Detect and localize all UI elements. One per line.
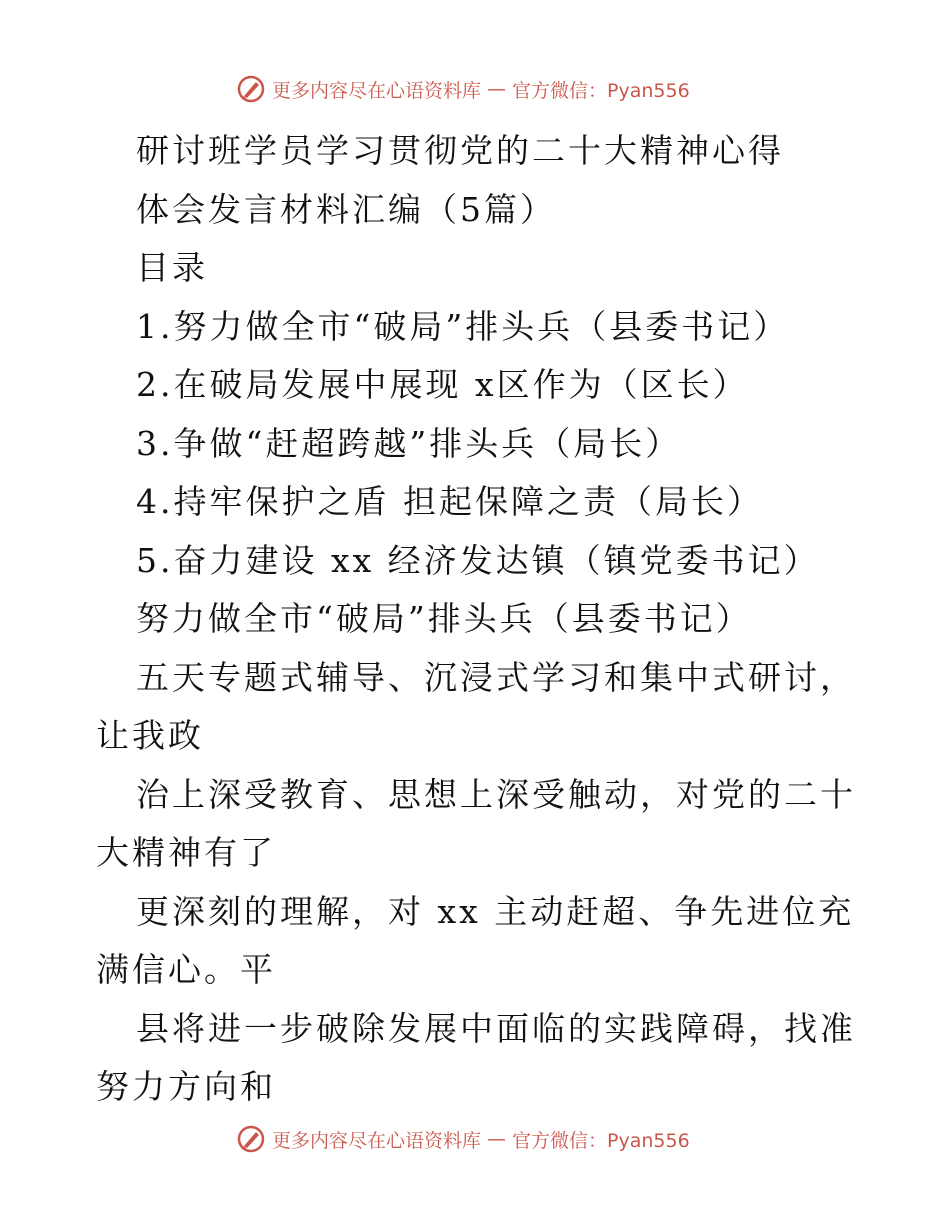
watermark-separator: — bbox=[487, 1128, 507, 1150]
watermark-footer bbox=[236, 1124, 690, 1154]
body-paragraph-1: 五天专题式辅导、沉浸式学习和集中式研讨，让我政 bbox=[96, 657, 856, 755]
body-paragraph-3: 更深刻的理解，对 xx 主动赶超、争先进位充满信心。平 bbox=[96, 891, 855, 989]
toc-item-4: 4.持牢保护之盾 担起保障之责（局长） bbox=[136, 482, 763, 521]
toc-item-1: 1.努力做全市“破局”排头兵（县委书记） bbox=[136, 306, 790, 346]
watermark-wechat: 官方微信：Pyan556 bbox=[512, 1129, 690, 1152]
pen-logo-icon bbox=[236, 74, 266, 104]
doc-title-line-2: 体会发言材料汇编（5篇） bbox=[136, 189, 556, 229]
watermark-text: 更多内容尽在心语资料库 bbox=[272, 1129, 482, 1152]
pen-logo-icon bbox=[236, 1124, 266, 1154]
doc-title-line-1: 研讨班学员学习贯彻党的二十大精神心得 bbox=[136, 131, 784, 170]
watermark-text: 更多内容尽在心语资料库 bbox=[272, 79, 482, 102]
toc-item-2: 2.在破局发展中展现 x区作为（区长） bbox=[136, 365, 749, 404]
watermark-header bbox=[236, 74, 690, 104]
watermark-wechat: 官方微信：Pyan556 bbox=[512, 79, 690, 102]
toc-heading: 目录 bbox=[136, 248, 208, 287]
toc-item-3: 3.争做“赶超跨越”排头兵（局长） bbox=[136, 423, 682, 463]
toc-item-5: 5.奋力建设 xx 经济发达镇（镇党委书记） bbox=[136, 540, 820, 580]
section-title: 努力做全市“破局”排头兵（县委书记） bbox=[136, 599, 752, 638]
document-body bbox=[96, 122, 856, 1117]
body-paragraph-4: 县将进一步破除发展中面临的实践障碍，找准努力方向和 bbox=[96, 1008, 856, 1106]
watermark-separator: — bbox=[487, 78, 507, 100]
body-paragraph-2: 治上深受教育、思想上深受触动，对党的二十大精神有了 bbox=[96, 774, 856, 872]
